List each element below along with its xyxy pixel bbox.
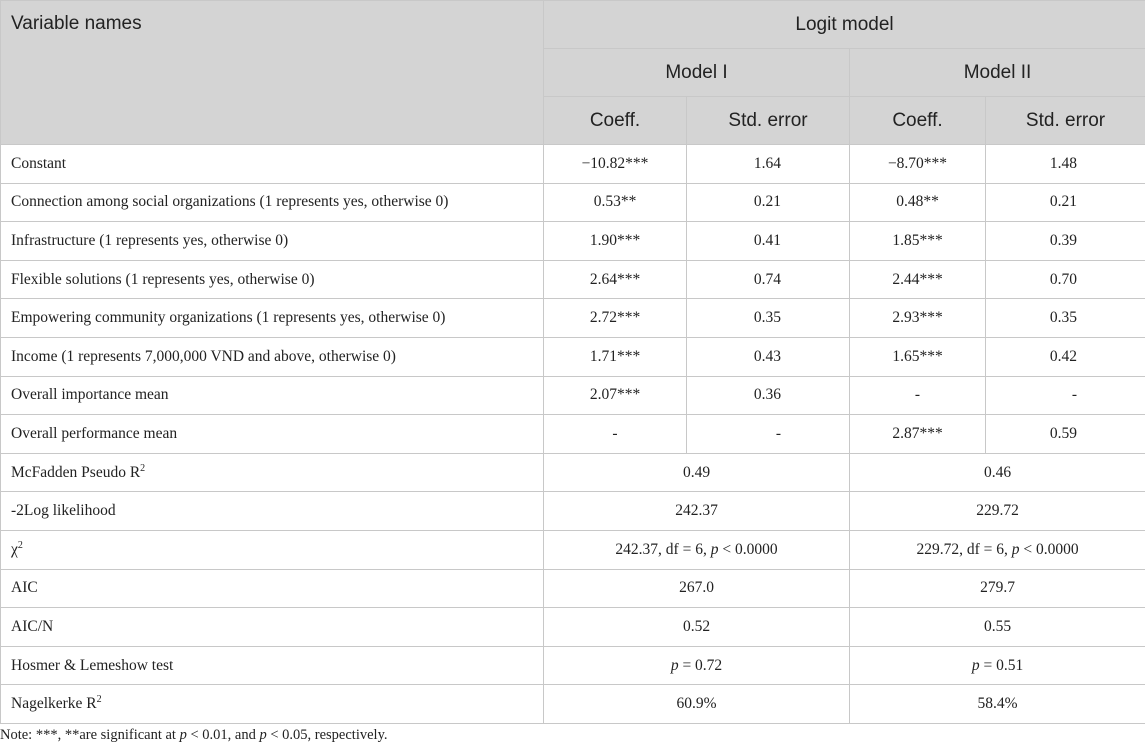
stat-row-aicn bbox=[1, 608, 1145, 647]
m2-stat: 0.46 bbox=[850, 453, 1145, 492]
stat-label bbox=[1, 453, 544, 492]
stat-row-mcfadden bbox=[1, 453, 1145, 492]
stat-label-sup: 2 bbox=[140, 462, 146, 474]
m1-stat: 267.0 bbox=[544, 569, 850, 608]
model2-header: Model II bbox=[850, 49, 1145, 97]
m2-coef: 1.85*** bbox=[850, 222, 986, 261]
m1-coef: 1.71*** bbox=[544, 337, 687, 376]
m1-stat: 0.52 bbox=[544, 608, 850, 647]
m1-coef: 2.07*** bbox=[544, 376, 687, 415]
row-label: Empowering community organizations (1 represents yes, otherwise 0) bbox=[1, 299, 544, 338]
m2-hosmer-value: = 0.51 bbox=[979, 656, 1024, 674]
m2-coef: 1.65*** bbox=[850, 337, 986, 376]
m1-coef: 2.72*** bbox=[544, 299, 687, 338]
stat-label-text: Nagelkerke R bbox=[11, 695, 97, 713]
m1-chi2-p: p bbox=[710, 540, 719, 558]
m1-se: 0.35 bbox=[687, 299, 850, 338]
m2-coef: - bbox=[850, 376, 986, 415]
m2-coef: −8.70*** bbox=[850, 145, 986, 184]
m1-chi2-post: < 0.0000 bbox=[718, 540, 778, 558]
m1-se: 0.36 bbox=[687, 376, 850, 415]
m1-se: 0.41 bbox=[687, 222, 850, 261]
row-label: Income (1 represents 7,000,000 VND and above, otherwise 0) bbox=[1, 337, 544, 376]
table-row bbox=[1, 183, 1145, 222]
m2-hosmer-p: p bbox=[971, 656, 980, 674]
row-label: Infrastructure (1 represents yes, otherwise 0) bbox=[1, 222, 544, 261]
note-mid: < 0.01, and bbox=[186, 727, 260, 743]
m1-se: 0.74 bbox=[687, 260, 850, 299]
table-row bbox=[1, 299, 1145, 338]
m1-se: - bbox=[687, 415, 850, 454]
stat-label: Hosmer & Lemeshow test bbox=[1, 646, 544, 685]
m1-stat: 242.37 bbox=[544, 492, 850, 531]
m2-stat bbox=[850, 646, 1145, 685]
note-pre: Note: ***, **are significant at bbox=[0, 727, 180, 743]
table-row bbox=[1, 145, 1145, 184]
m1-coef: 0.53** bbox=[544, 183, 687, 222]
m2-se: 0.35 bbox=[986, 299, 1145, 338]
header-row-1 bbox=[1, 1, 1145, 49]
stat-label-text: McFadden Pseudo R bbox=[11, 463, 141, 481]
stat-label: -2Log likelihood bbox=[1, 492, 544, 531]
m2-se: - bbox=[986, 376, 1145, 415]
variable-names-header: Variable names bbox=[1, 1, 544, 145]
row-label: Flexible solutions (1 represents yes, otherwise 0) bbox=[1, 260, 544, 299]
table-row bbox=[1, 260, 1145, 299]
stat-label bbox=[1, 530, 544, 569]
stat-row-hosmer bbox=[1, 646, 1145, 685]
table-row bbox=[1, 376, 1145, 415]
table-row bbox=[1, 222, 1145, 261]
m1-coeff-header: Coeff. bbox=[544, 97, 687, 145]
model1-header: Model I bbox=[544, 49, 850, 97]
stat-row-loglik bbox=[1, 492, 1145, 531]
m2-chi2-post: < 0.0000 bbox=[1019, 540, 1079, 558]
m2-se: 0.39 bbox=[986, 222, 1145, 261]
m1-stat: 60.9% bbox=[544, 685, 850, 724]
table-note bbox=[0, 727, 388, 744]
m1-chi2-pre: 242.37, df = 6, bbox=[615, 540, 711, 558]
stat-row-chi2 bbox=[1, 530, 1145, 569]
m1-stat bbox=[544, 646, 850, 685]
m2-stderr-header: Std. error bbox=[986, 97, 1145, 145]
table-row bbox=[1, 415, 1145, 454]
row-label: Connection among social organizations (1 represents yes, otherwise 0) bbox=[1, 183, 544, 222]
m2-se: 0.21 bbox=[986, 183, 1145, 222]
m2-coeff-header: Coeff. bbox=[850, 97, 986, 145]
m1-hosmer-value: = 0.72 bbox=[678, 656, 723, 674]
table-row bbox=[1, 337, 1145, 376]
logit-model-header: Logit model bbox=[544, 1, 1145, 49]
m1-coef: 1.90*** bbox=[544, 222, 687, 261]
stat-label bbox=[1, 685, 544, 724]
m2-coef: 2.93*** bbox=[850, 299, 986, 338]
stat-label: AIC bbox=[1, 569, 544, 608]
m1-coef: - bbox=[544, 415, 687, 454]
m2-chi2-pre: 229.72, df = 6, bbox=[916, 540, 1012, 558]
m1-stat bbox=[544, 530, 850, 569]
note-p2: p bbox=[259, 727, 267, 743]
m2-stat: 229.72 bbox=[850, 492, 1145, 531]
m2-se: 0.42 bbox=[986, 337, 1145, 376]
row-label: Overall performance mean bbox=[1, 415, 544, 454]
stat-row-nagelkerke bbox=[1, 685, 1145, 724]
m1-se: 1.64 bbox=[687, 145, 850, 184]
m1-se: 0.21 bbox=[687, 183, 850, 222]
stat-label-sup: 2 bbox=[17, 539, 23, 551]
m2-stat: 0.55 bbox=[850, 608, 1145, 647]
m1-coef: 2.64*** bbox=[544, 260, 687, 299]
m1-stderr-header: Std. error bbox=[687, 97, 850, 145]
stat-label-sup: 2 bbox=[96, 693, 102, 705]
m1-stat: 0.49 bbox=[544, 453, 850, 492]
m2-coef: 2.87*** bbox=[850, 415, 986, 454]
m2-coef: 2.44*** bbox=[850, 260, 986, 299]
note-post: < 0.05, respectively. bbox=[266, 727, 388, 743]
stat-label-text: χ bbox=[11, 540, 18, 558]
m2-se: 0.59 bbox=[986, 415, 1145, 454]
m2-stat: 279.7 bbox=[850, 569, 1145, 608]
m2-coef: 0.48** bbox=[850, 183, 986, 222]
stat-row-aic bbox=[1, 569, 1145, 608]
m1-coef: −10.82*** bbox=[544, 145, 687, 184]
m2-se: 1.48 bbox=[986, 145, 1145, 184]
row-label: Overall importance mean bbox=[1, 376, 544, 415]
m2-chi2-p: p bbox=[1011, 540, 1020, 558]
note-p1: p bbox=[179, 727, 187, 743]
row-label: Constant bbox=[1, 145, 544, 184]
m1-se: 0.43 bbox=[687, 337, 850, 376]
m2-se: 0.70 bbox=[986, 260, 1145, 299]
stat-label: AIC/N bbox=[1, 608, 544, 647]
m1-hosmer-p: p bbox=[670, 656, 679, 674]
m2-stat: 58.4% bbox=[850, 685, 1145, 724]
m2-stat bbox=[850, 530, 1145, 569]
